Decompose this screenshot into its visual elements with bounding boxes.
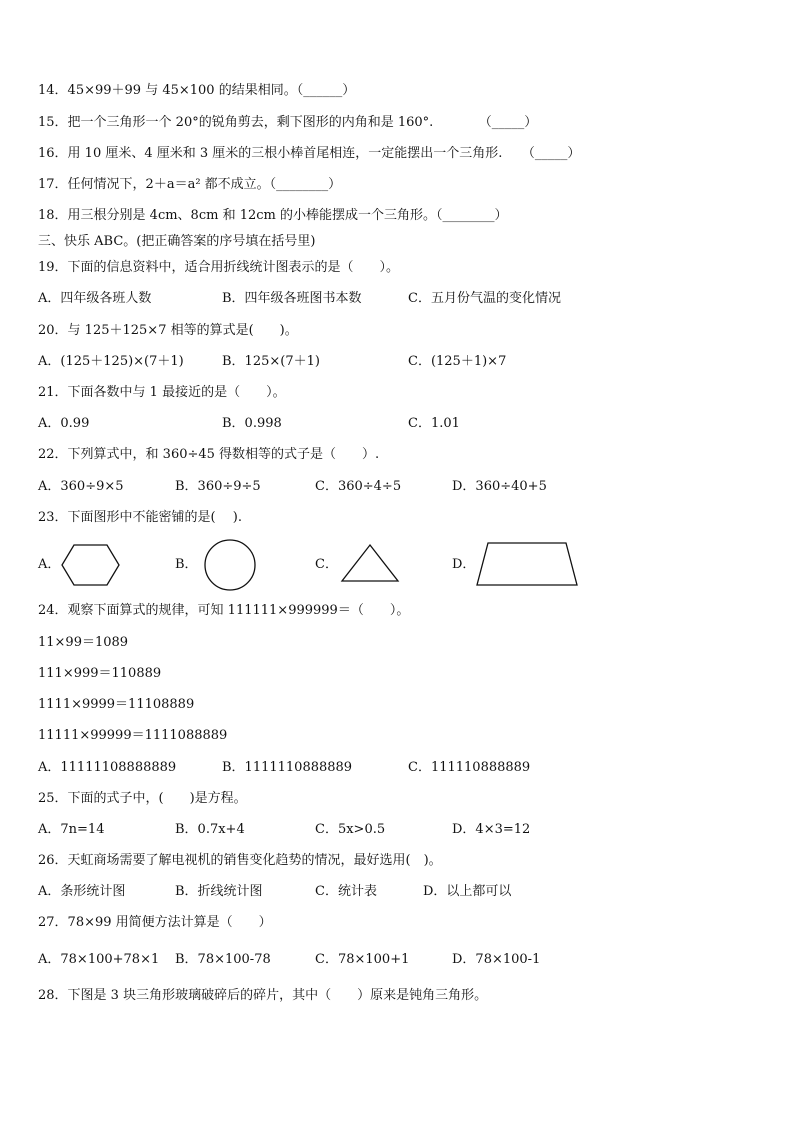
circle-icon	[203, 538, 257, 592]
q25-option-b: B．0.7x+4	[175, 822, 245, 837]
q27-option-a: A．78×100+78×1	[38, 952, 160, 967]
trapezoid-icon	[474, 540, 580, 588]
q26-option-c: C．统计表	[315, 884, 377, 899]
q25-option-d: D．4×3=12	[452, 822, 531, 837]
triangle-icon	[340, 543, 400, 583]
question-25: 25．下面的式子中，( )是方程。	[38, 791, 247, 806]
q20-option-b: B．125×(7＋1)	[222, 354, 320, 369]
q26-option-d: D．以上都可以	[423, 884, 512, 899]
question-16: 16．用 10 厘米、4 厘米和 3 厘米的三根小棒首尾相连，一定能摆出一个三角形. （_____）	[38, 146, 581, 161]
q25-option-c: C．5x>0.5	[315, 822, 386, 837]
q26-option-a: A．条形统计图	[38, 884, 126, 899]
q24-example-2: 111×999＝110889	[38, 666, 162, 681]
q27-option-c: C．78×100+1	[315, 952, 410, 967]
question-20: 20．与 125＋125×7 相等的算式是( )。	[38, 323, 298, 338]
q19-option-a: A．四年级各班人数	[38, 291, 152, 306]
q23-option-b: B．	[175, 557, 198, 572]
q27-option-d: D．78×100-1	[452, 952, 541, 967]
q25-option-a: A．7n=14	[38, 822, 105, 837]
q22-option-b: B．360÷9÷5	[175, 479, 261, 494]
q27-option-b: B．78×100-78	[175, 952, 271, 967]
q19-option-c: C．五月份气温的变化情况	[408, 291, 561, 306]
q22-option-a: A．360÷9×5	[38, 479, 124, 494]
q20-option-a: A．(125＋125)×(7＋1)	[38, 354, 184, 369]
question-18: 18．用三根分别是 4cm、8cm 和 12cm 的小棒能摆成一个三角形。（________）	[38, 208, 508, 223]
q22-option-c: C．360÷4÷5	[315, 479, 402, 494]
q24-example-1: 11×99＝1089	[38, 635, 129, 650]
q23-option-d: D．	[452, 557, 476, 572]
q21-option-b: B．0.998	[222, 416, 282, 431]
q20-option-c: C．(125＋1)×7	[408, 354, 507, 369]
q21-option-c: C．1.01	[408, 416, 460, 431]
q22-option-d: D．360÷40+5	[452, 479, 547, 494]
question-28: 28．下图是 3 块三角形玻璃破碎后的碎片，其中（ ）原来是钝角三角形。	[38, 988, 488, 1003]
q24-example-3: 1111×9999＝11108889	[38, 697, 195, 712]
q24-option-c: C．111110888889	[408, 760, 531, 775]
q19-option-b: B．四年级各班图书本数	[222, 291, 362, 306]
question-22: 22．下列算式中，和 360÷45 得数相等的式子是（ ）.	[38, 447, 380, 462]
question-21: 21．下面各数中与 1 最接近的是（ ）。	[38, 385, 286, 400]
q23-option-a: A．	[38, 557, 61, 572]
q23-option-c: C．	[315, 557, 338, 572]
section-heading: 三、快乐 ABC。(把正确答案的序号填在括号里)	[38, 234, 316, 249]
q24-option-b: B．1111110888889	[222, 760, 353, 775]
question-14: 14．45×99＋99 与 45×100 的结果相同。（______）	[38, 83, 356, 98]
question-17: 17．任何情况下，2＋a＝a² 都不成立。（________）	[38, 177, 342, 192]
q24-example-4: 11111×99999＝1111088889	[38, 728, 228, 743]
hexagon-icon	[60, 543, 122, 587]
question-23: 23．下面图形中不能密铺的是( ).	[38, 510, 242, 525]
q24-option-a: A．11111108888889	[38, 760, 177, 775]
question-19: 19．下面的信息资料中，适合用折线统计图表示的是（ ）。	[38, 260, 400, 275]
question-27: 27．78×99 用简便方法计算是（ ）	[38, 915, 272, 930]
q21-option-a: A．0.99	[38, 416, 90, 431]
q26-option-b: B．折线统计图	[175, 884, 263, 899]
question-24: 24．观察下面算式的规律，可知 111111×999999＝（ ）。	[38, 603, 410, 618]
question-26: 26．天虹商场需要了解电视机的销售变化趋势的情况，最好选用( )。	[38, 853, 442, 868]
question-15: 15．把一个三角形一个 20°的锐角剪去，剩下图形的内角和是 160°. （_____）	[38, 115, 538, 130]
